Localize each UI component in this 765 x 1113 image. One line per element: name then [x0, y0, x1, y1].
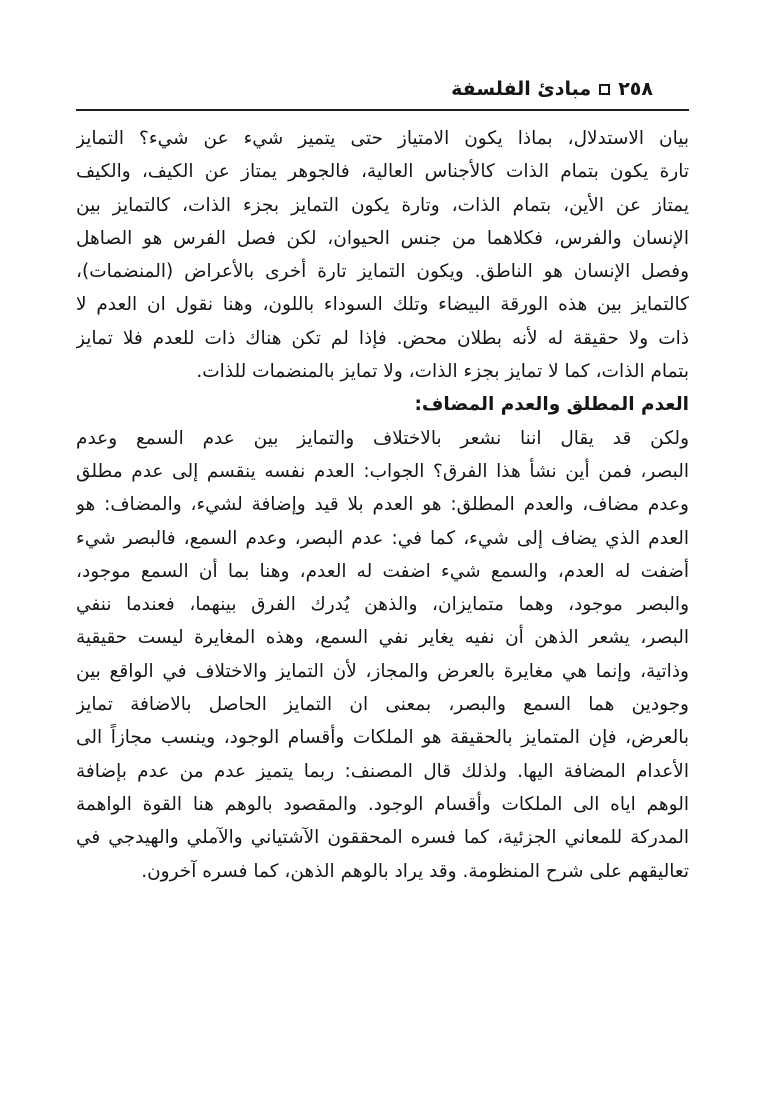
text-line: تارة يكون بتمام الذات كالأجناس العالية، فالجوهر يمتاز عن الكيف، والكيف	[76, 161, 689, 183]
text-line: الوهم اياه الى الملكات وأقسام الوجود. والمقصود بالوهم هنا القوة الواهمة	[76, 793, 689, 815]
book-title: مبادئ الفلسفة	[451, 78, 592, 100]
square-separator-icon	[599, 84, 610, 95]
text-line: بالعرض، فإن المتمايز بالحقيقة هو الملكات وأقسام الوجود، وينسب مجازاً الى	[76, 727, 689, 749]
text-line: بيان الاستدلال، بماذا يكون الامتياز حتى يتميز شيء عن شيء؟ التمايز	[76, 128, 689, 149]
text-line: ولكن قد يقال اننا نشعر بالاختلاف والتمايز بين عدم السمع وعدم	[76, 427, 689, 449]
text-line: بتمام الذات، كما لا تمايز بجزء الذات، ولا تمايز بالمنضمات للذات.	[196, 361, 689, 383]
section-heading: العدم المطلق والعدم المضاف:	[414, 394, 689, 416]
text-line: البصر، يشعر الذهن أن نفيه يغاير نفي السمع، وهذه المغايرة ليست حقيقية	[76, 627, 689, 649]
page-number: ٢٥٨	[618, 78, 653, 100]
text-line: يمتاز عن الأين، بتمام الذات، وتارة يكون التمايز بجزء الذات، كالتمايز بين	[76, 194, 689, 216]
page-body	[76, 122, 689, 888]
text-line: كالتمايز بين هذه الورقة البيضاء وتلك السوداء باللون، وهنا نقول ان العدم لا	[76, 294, 689, 316]
text-line: المدركة للمعاني الجزئية، كما فسره المحققون الآشتياني والآملي والهيدجي في	[76, 827, 689, 849]
text-line: الأعدام المضافة اليها. ولذلك قال المصنف: ربما يتميز عدم من عدم بإضافة	[76, 760, 689, 782]
text-line: تعاليقهم على شرح المنظومة. وقد يراد بالوهم الذهن، كما فسره آخرون.	[141, 860, 689, 882]
text-line: العدم الذي يضاف إلى شيء، كما في: عدم البصر، وعدم السمع، فالبصر شيء	[76, 527, 689, 549]
text-line: البصر، فمن أين نشأ هذا الفرق؟ الجواب: العدم نفسه ينقسم إلى عدم مطلق	[76, 460, 689, 482]
text-line: والبصر موجود، وهما متمايزان، والذهن يُدرك الفرق بينهما، فعندما ننفي	[76, 594, 689, 616]
running-header	[76, 72, 653, 106]
text-line: وفصل الإنسان هو الناطق. ويكون التمايز تارة أخرى بالأعراض (المنضمات)،	[76, 261, 689, 283]
text-line: وذاتية، وإنما هي مغايرة بالعرض والمجاز، لأن التمايز والاختلاف في الواقع بين	[76, 660, 689, 682]
text-line: الإنسان والفرس، فكلاهما من جنس الحيوان، لكن فصل الفرس هو الصاهل	[76, 227, 689, 249]
text-line: وجودين هما السمع والبصر، بمعنى ان التمايز الحاصل بالاضافة تمايز	[76, 694, 689, 716]
text-line: أضفت له العدم، والسمع شيء اضفت له العدم، وهنا بما أن السمع موجود،	[76, 560, 689, 582]
text-line: ذات ولا حقيقة له لأنه بطلان محض. فإذا لم تكن هناك ذات للعدم فلا تمايز	[76, 327, 689, 349]
header-rule	[76, 109, 689, 111]
text-line: وعدم مضاف، والعدم المطلق: هو العدم بلا قيد وإضافة لشيء، والمضاف: هو	[76, 494, 689, 516]
paragraph-1	[76, 122, 689, 388]
paragraph-2	[76, 422, 689, 888]
